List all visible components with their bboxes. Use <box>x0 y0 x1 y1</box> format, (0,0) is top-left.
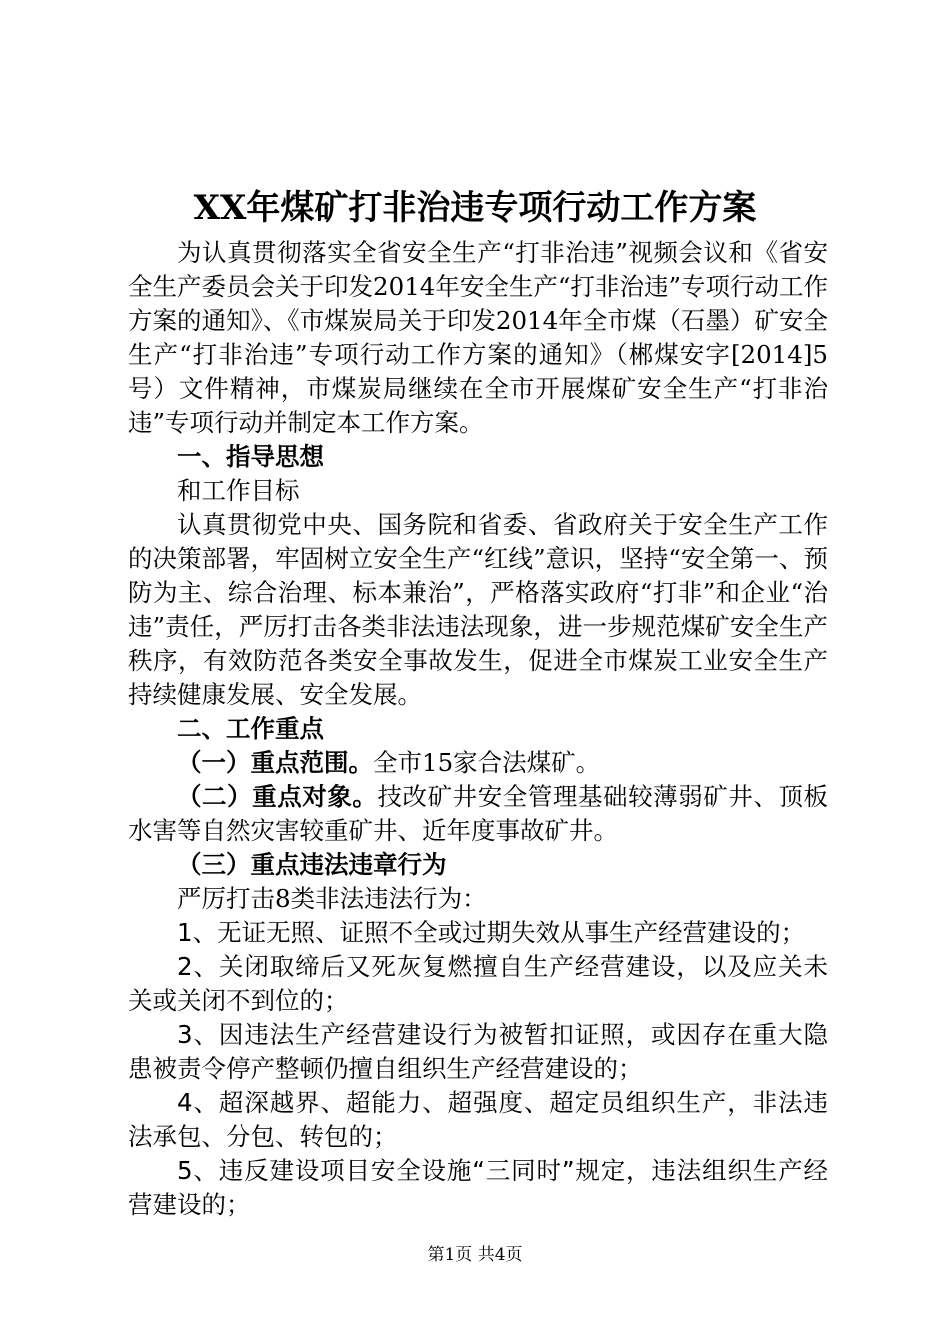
violation-list-item: 1、无证无照、证照不全或过期失效从事生产经营建设的； <box>177 918 806 947</box>
guiding-ideology-paragraph: 认真贯彻党中央、国务院和省委、省政府关于安全生产工作的决策部署，牢固树立安全生产“红线”意识，坚持“安全第一、预防为主、综合治理、标本兼治”，严格落实政府“打非”和企业“治违”责任，严厉打击各类非法违法现象，进一步规范煤矿安全生产秩序，有效防范各类安全事故发生，促进全市煤炭工业安全生产持续健康发展、安全发展。 <box>128 510 828 709</box>
section-subheading-goals: 和工作目标 <box>177 476 300 505</box>
violation-list-item: 2、关闭取缔后又死灰复燃擅自生产经营建设，以及应关未关或关闭不到位的； <box>128 952 828 1015</box>
focus-item-targets-lead: （二）重点对象。 <box>177 782 378 811</box>
focus-item-violations <box>128 848 828 882</box>
focus-item-targets-text: 技改矿井安全管理基础较薄弱矿井、顶板水害等自然灾害较重矿井、近年度事故矿井。 <box>128 782 829 845</box>
section-heading-guiding-ideology: 一、指导思想 <box>177 442 324 471</box>
page-footer: 第1页 共4页 <box>427 1245 523 1265</box>
focus-item-scope <box>128 746 828 780</box>
document-title: XX年煤矿打非治违专项行动工作方案 <box>193 188 757 228</box>
focus-item-violations-lead: （三）重点违法违章行为 <box>177 850 447 879</box>
section-heading-work-focus: 二、工作重点 <box>177 714 324 743</box>
violation-list-item: 4、超深越界、超能力、超强度、超定员组织生产，非法违法承包、分包、转包的； <box>128 1088 828 1151</box>
focus-item-targets <box>128 780 828 848</box>
focus-item-scope-lead: （一）重点范围。 <box>177 748 373 777</box>
violation-list-item: 3、因违法生产经营建设行为被暂扣证照，或因存在重大隐患被责令停产整顿仍擅自组织生产经营建设的； <box>128 1020 828 1083</box>
document-body <box>128 236 828 1222</box>
violation-list-item: 5、违反建设项目安全设施“三同时”规定，违法组织生产经营建设的； <box>128 1156 828 1219</box>
intro-paragraph: 为认真贯彻落实全省安全生产“打非治违”视频会议和《省安全生产委员会关于印发2014年安全生产“打非治违”专项行动工作方案的通知》、《市煤炭局关于印发2014年全市煤（石墨）矿安全生产“打非治违”专项行动工作方案的通知》（郴煤安字[2014]5号）文件精神，市煤炭局继续在全市开展煤矿安全生产“打非治违”专项行动并制定本工作方案。 <box>128 238 828 437</box>
violations-intro: 严厉打击8类非法违法行为： <box>177 884 487 913</box>
focus-item-scope-text: 全市15家合法煤矿。 <box>373 748 601 777</box>
